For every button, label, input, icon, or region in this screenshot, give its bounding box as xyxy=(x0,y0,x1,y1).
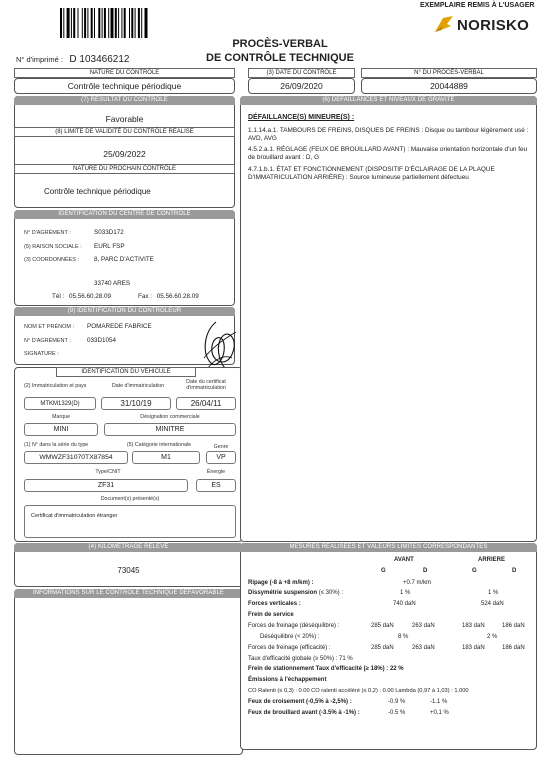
barcode-bar xyxy=(104,8,106,38)
defaillance-item-3: 4.7.1.b.1. ÉTAT ET FONCTIONNEMENT (DISPOSITIF D'ÉCLAIRAGE DE LA PLAQUE D'IMMATRICULATION ARRIÈRE) : Source lumineuse partiellement défectueu xyxy=(248,166,495,181)
date-immat-label: Date d'immatriculation xyxy=(111,383,165,389)
barcode xyxy=(60,8,182,38)
prochain-header: NATURE DU PROCHAIN CONTRÔLE xyxy=(14,164,235,174)
echappement-label: Émissions à l'échappement xyxy=(248,677,327,683)
forces-vert-label: Forces verticales : xyxy=(248,601,301,607)
dissym-av: 1 % xyxy=(400,590,411,596)
designation-field: MINITRE xyxy=(104,423,236,436)
kilometrage-header: (4) KILOMÉTRAGE RELEVÉ xyxy=(14,543,243,552)
barcode-bar xyxy=(82,8,83,38)
croisement-g: -0.9 % xyxy=(388,699,406,705)
date-cert-field: 26/04/11 xyxy=(176,397,236,410)
brand-name: NORISKO xyxy=(457,17,530,34)
mesures-d-av: D xyxy=(423,568,428,574)
norisko-bird-icon xyxy=(433,14,455,36)
energie-field: ES xyxy=(196,479,236,492)
imprime-value: D 103466212 xyxy=(69,54,130,65)
documents-value: Certificat d'immatriculation étranger xyxy=(31,513,118,519)
tel-label: Tél : xyxy=(52,293,65,300)
barcode-bar xyxy=(78,8,79,38)
barcode-bar xyxy=(60,8,62,38)
limite-value: 25/09/2022 xyxy=(103,149,146,159)
norisko-logo xyxy=(433,14,541,38)
freinage-deseq-avd: 263 daN xyxy=(412,623,435,629)
genre-label: Genre xyxy=(213,444,229,450)
barcode-bar xyxy=(91,8,93,38)
stationnement: Frein de stationnement Taux d'efficacité (≥ 18%) : 22 % xyxy=(248,666,404,672)
freinage-eff-label: Forces de freinage (efficacité) : xyxy=(248,645,331,651)
documents-label: Document(s) présenté(s) xyxy=(100,496,160,502)
marque-field: MINI xyxy=(24,423,98,436)
centre-coord-value: 8, PARC D'ACTIVITE xyxy=(94,256,154,263)
resultat-header: (7) RÉSULTAT DU CONTRÔLE xyxy=(14,96,235,105)
freinage-eff-ard: 186 daN xyxy=(502,645,525,651)
pv-value: 20044889 xyxy=(430,81,468,91)
date-header: (3) DATE DU CONTRÔLE xyxy=(248,68,355,78)
freinage-deseq-arg: 183 daN xyxy=(462,623,485,629)
mesures-arriere: ARRIERE xyxy=(478,557,506,563)
prochain-value: Contrôle technique périodique xyxy=(44,187,151,196)
croisement-label: Feux de croisement (-0,5% à -2,5%) : xyxy=(248,699,352,705)
nature-header: NATURE DU CONTRÔLE xyxy=(14,68,235,78)
serie-field: WMWZF31070TX87854 xyxy=(24,451,128,464)
barcode-bar xyxy=(138,8,140,38)
barcode-bar xyxy=(115,8,117,38)
vehicule-header: IDENTIFICATION DU VÉHICULE xyxy=(56,367,196,377)
resultat-value: Favorable xyxy=(105,114,144,124)
freinage-eff-avd: 263 daN xyxy=(412,645,435,651)
infos-defavorable-header: INFORMATIONS SUR LE CONTRÔLE TECHNIQUE DÉFAVORABLE xyxy=(14,589,243,598)
controleur-signature-label: SIGNATURE : xyxy=(24,351,59,357)
centre-tel xyxy=(52,293,111,300)
brouillard-d: +0.1 % xyxy=(430,710,449,716)
page-title xyxy=(180,37,380,65)
barcode-bar xyxy=(108,8,109,38)
dissym-row xyxy=(248,590,343,596)
barcode-bar xyxy=(118,8,119,38)
imprime-number xyxy=(16,49,129,67)
centre-coord-label: (3) COORDONNÉES : xyxy=(24,257,80,263)
immat-label: (2) Immatriculation et pays xyxy=(24,383,87,389)
taux-global: Taux d'efficacité globale (≥ 50%) : 71 % xyxy=(248,656,353,662)
barcode-bar xyxy=(141,8,142,38)
tel-value: 05.56.60.28.09 xyxy=(69,293,112,300)
freinage-eff-avg: 285 daN xyxy=(371,645,394,651)
forces-vert-ar: 524 daN xyxy=(481,601,504,607)
desequilibre-av: 8 % xyxy=(398,634,409,640)
designation-label: Désignation commerciale xyxy=(140,414,200,420)
date-value: 26/09/2020 xyxy=(280,81,323,91)
barcode-bar xyxy=(111,8,114,38)
barcode-bar xyxy=(94,8,95,38)
dissym-ar: 1 % xyxy=(488,590,499,596)
barcode-bar xyxy=(87,8,88,38)
imprime-label: N° d'imprimé : xyxy=(16,55,63,64)
infos-defavorable-section xyxy=(14,589,243,755)
dissym-limit: (≤ 30%) : xyxy=(318,590,344,596)
fax-value: 05.56.60.28.09 xyxy=(156,293,199,300)
marque-label: Marque xyxy=(52,414,70,420)
controleur-nom-label: NOM ET PRÉNOM : xyxy=(24,324,75,330)
barcode-bar xyxy=(98,8,100,38)
barcode-bar xyxy=(124,8,126,38)
frein-service-label: Frein de service xyxy=(248,612,294,618)
serie-label: (1) N° dans la série du type xyxy=(24,442,89,448)
type-field: ZF31 xyxy=(24,479,188,492)
croisement-d: -1.1 % xyxy=(430,699,448,705)
title-line-1: PROCÈS-VERBAL xyxy=(232,38,328,50)
centre-agrement-value: S033D172 xyxy=(94,229,124,236)
barcode-bar xyxy=(71,8,72,38)
kilometrage-value: 73045 xyxy=(117,566,140,575)
date-value-box xyxy=(248,78,355,94)
dissym-label: Dissymétrie suspension xyxy=(248,590,318,596)
barcode-bar xyxy=(145,8,148,38)
immat-field: MTKM1329(D) xyxy=(24,397,96,410)
barcode-bar xyxy=(135,8,136,38)
energie-label: Énergie xyxy=(206,469,226,475)
centre-raison-label: (5) RAISON SOCIALE : xyxy=(24,244,82,250)
mesures-d-ar: D xyxy=(512,568,517,574)
date-immat-field: 31/10/19 xyxy=(101,397,171,410)
barcode-bar xyxy=(63,8,64,38)
categorie-label: (5) Catégorie internationale xyxy=(126,442,192,448)
defaillances-title: DÉFAILLANCE(S) MINEURE(S) : xyxy=(248,114,355,121)
desequilibre-label: Déséquilibre (< 20%) : xyxy=(260,634,320,640)
centre-agrement-label: N° D'AGRÉMENT : xyxy=(24,230,71,236)
controleur-agrement-value: 033D1054 xyxy=(87,337,117,344)
ripage-value: +0.7 m/km xyxy=(403,580,432,586)
defaillance-item-1: 1.1.14.a.1. TAMBOURS DE FREINS, DISQUES DE FREINS : Disque ou tambour légèrement usé : AVD, AVG xyxy=(248,127,529,142)
mesures-g-ar: G xyxy=(472,568,477,574)
barcode-bar xyxy=(67,8,70,38)
centre-ville: 33740 ARES xyxy=(94,280,131,287)
freinage-deseq-label: Forces de freinage (déséquilibre) : xyxy=(248,623,340,629)
freinage-deseq-avg: 285 daN xyxy=(371,623,394,629)
centre-fax xyxy=(138,293,199,300)
defaillances-section xyxy=(240,96,537,542)
freinage-eff-arg: 183 daN xyxy=(462,645,485,651)
fax-label: Fax : xyxy=(138,293,152,300)
pv-header: N° DU PROCÈS-VERBAL xyxy=(361,68,537,78)
barcode-bar xyxy=(131,8,133,38)
forces-vert-av: 740 daN xyxy=(393,601,416,607)
mesures-avant: AVANT xyxy=(394,557,414,563)
categorie-field: M1 xyxy=(132,451,200,464)
defaillances-header: (6) DÉFAILLANCES ET NIVEAUX DE GRAVITÉ xyxy=(240,96,537,105)
documents-box xyxy=(24,505,236,538)
barcode-bar xyxy=(102,8,103,38)
desequilibre-ar: 2 % xyxy=(487,634,498,640)
controleur-agrement-label: N° D'AGRÉMENT : xyxy=(24,338,71,344)
date-cert-label: Date du certificat d'immatriculation xyxy=(186,379,226,391)
controleur-nom-value: POMAREDE FABRICE xyxy=(87,323,152,330)
freinage-deseq-ard: 186 daN xyxy=(502,623,525,629)
centre-raison-value: EURL FSP xyxy=(94,243,125,250)
brouillard-label: Feux de brouillard avant (-3.5% à -1%) : xyxy=(248,710,360,716)
genre-field: VP xyxy=(206,451,236,464)
nature-value-box xyxy=(14,78,235,94)
copy-notice: EXEMPLAIRE REMIS À L'USAGER xyxy=(420,2,535,9)
barcode-bar xyxy=(84,8,86,38)
centre-header: IDENTIFICATION DU CENTRE DE CONTRÔLE xyxy=(14,210,235,219)
nature-value: Contrôle technique périodique xyxy=(67,81,182,91)
handwritten-signature xyxy=(196,318,242,374)
barcode-bar xyxy=(121,8,122,38)
mesures-g-av: G xyxy=(381,568,386,574)
co-line: CO Ralenti (≤ 0,3) : 0.00 CO ralenti accéléré (≤ 0,2) : 0.00 Lambda (0,97 à 1,03) : 1.000 xyxy=(248,688,469,694)
title-line-2: DE CONTRÔLE TECHNIQUE xyxy=(206,52,354,64)
pv-value-box xyxy=(361,78,537,94)
limite-header: (8) LIMITE DE VALIDITÉ DU CONTRÔLE RÉALISÉ xyxy=(14,127,235,137)
barcode-bar xyxy=(73,8,75,38)
barcode-bar xyxy=(129,8,130,38)
ripage-label: Ripage (-8 à +8 m/km) : xyxy=(248,580,314,586)
mesures-header: MESURES RÉALISÉES ET VALEURS LIMITES CORRESPONDANTES xyxy=(240,543,537,552)
brouillard-g: -0.5 % xyxy=(388,710,406,716)
type-label: Type/CNIT xyxy=(95,469,121,475)
defaillance-item-2: 4.5.2.a.1. RÉGLAGE (FEUX DE BROUILLARD AVANT) : Mauvaise orientation horizontale d'un feu de brouillard avant : D, G xyxy=(248,146,528,161)
controleur-header: (9) IDENTIFICATION DU CONTRÔLEUR xyxy=(14,307,235,316)
